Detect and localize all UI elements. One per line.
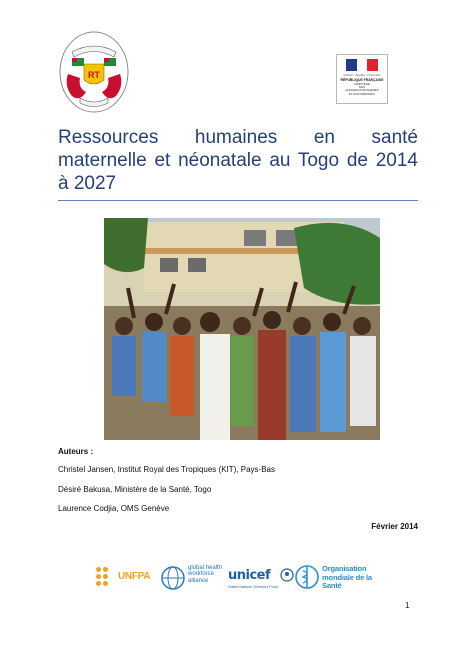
france-republic-label: RÉPUBLIQUE FRANÇAISE [340, 78, 384, 82]
unicef-emblem-icon [280, 568, 294, 582]
france-ministry-label: MINISTÈRE DES AFFAIRES ÉTRANGÈRES ET EUROPÉENNES [345, 82, 379, 96]
ghwa-wordmark: global health workforce alliance [188, 565, 223, 584]
togo-coat-of-arms-icon [58, 30, 130, 114]
unfpa-dots-icon [96, 567, 116, 587]
france-ministry-logo [336, 54, 388, 104]
author-line: Laurence Codjia, OMS Genève [58, 504, 170, 513]
author-line: Christel Jansen, Institut Royal des Tropiques (KIT), Pays-Bas [58, 465, 275, 474]
author-line: Désiré Bakusa, Ministère de la Santé, Togo [58, 485, 212, 494]
marianne-icon [346, 59, 378, 71]
unfpa-wordmark: UNFPA [118, 571, 151, 582]
svg-text:RT: RT [88, 70, 100, 80]
who-logo [294, 562, 386, 594]
who-emblem-icon [294, 563, 320, 591]
title-divider [58, 200, 418, 201]
cover-photo [104, 218, 380, 440]
unicef-wordmark: unicef [228, 568, 271, 583]
globe-icon [160, 565, 186, 591]
who-wordmark: Organisation mondiale de la Santé [322, 564, 372, 591]
unicef-logo [228, 563, 294, 593]
page-number: 1 [405, 601, 410, 610]
unfpa-logo [96, 563, 158, 593]
ghwa-logo [160, 563, 226, 593]
document-title: Ressources humaines en santé maternelle et néonatale au Togo de 2014 à 2027 [58, 127, 418, 194]
unicef-subtitle: United Nations Children's Fund [228, 585, 278, 589]
france-motto: Liberté • Égalité • Fraternité [343, 73, 381, 77]
authors-label: Auteurs : [58, 447, 94, 456]
publication-date: Février 2014 [371, 522, 418, 531]
